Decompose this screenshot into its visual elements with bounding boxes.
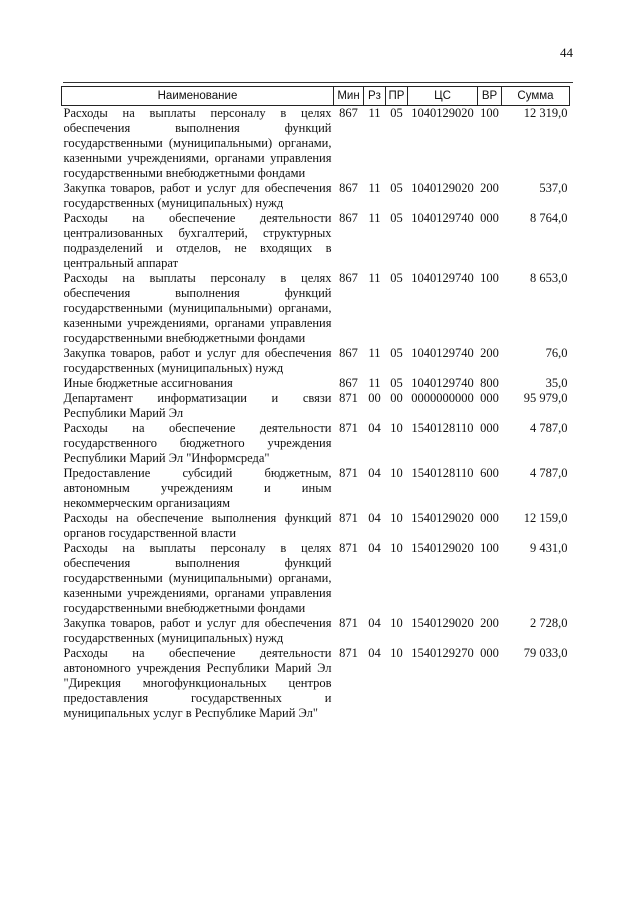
cell-name: Расходы на выплаты персоналу в целях обеспечения выполнения функций государственными (муниципальными) органами, казенными учреждениями, органами управления государственными внебюджетными фондами — [63, 271, 332, 345]
cell-rz: 04 — [368, 511, 381, 525]
cell-name: Расходы на обеспечение деятельности централизованных бухгалтерий, структурных подразделений и отделов, не входящих в центральный аппарат — [63, 211, 332, 270]
cell-vr: 200 — [480, 616, 499, 630]
cell-rz: 04 — [368, 616, 381, 630]
cell-vr: 100 — [480, 106, 499, 120]
cell-min: 867 — [339, 376, 358, 390]
cell-name: Предоставление субсидий бюджетным, автономным учреждениям и иным некоммерческим организациям — [63, 466, 332, 510]
cell-vr: 200 — [480, 181, 499, 195]
table-row — [62, 616, 570, 646]
cell-rz: 04 — [368, 646, 381, 660]
cell-min: 867 — [339, 106, 358, 120]
cell-sum: 4 787,0 — [530, 421, 568, 435]
table-row — [62, 376, 570, 391]
cell-rz: 04 — [368, 421, 381, 435]
cell-cs: 1540128110 — [411, 421, 474, 435]
cell-rz: 11 — [368, 181, 381, 195]
header-name: Наименование — [62, 87, 334, 106]
cell-sum: 8 764,0 — [530, 211, 568, 225]
cell-min: 871 — [339, 541, 358, 555]
cell-name: Закупка товаров, работ и услуг для обеспечения государственных (муниципальных) нужд — [63, 181, 332, 210]
cell-min: 867 — [339, 211, 358, 225]
cell-pr: 05 — [390, 346, 403, 360]
cell-pr: 10 — [390, 541, 403, 555]
top-rule — [63, 82, 573, 83]
table-row — [62, 211, 570, 271]
table-row — [62, 271, 570, 346]
cell-name: Расходы на обеспечение деятельности автономного учреждения Республики Марий Эл "Дирекция многофункциональных центров предоставления государственных и муниципальных услуг в Республике Марий Эл" — [63, 646, 332, 720]
table-row — [62, 541, 570, 616]
cell-cs: 1040129740 — [411, 346, 474, 360]
cell-pr: 00 — [390, 391, 403, 405]
cell-pr: 10 — [390, 421, 403, 435]
cell-cs: 1040129740 — [411, 211, 474, 225]
table-row — [62, 646, 570, 721]
cell-rz: 04 — [368, 466, 381, 480]
table-row — [62, 391, 570, 421]
cell-name: Расходы на выплаты персоналу в целях обеспечения выполнения функций государственными (муниципальными) органами, казенными учреждениями, органами управления государственными внебюджетными фондами — [63, 541, 332, 615]
cell-pr: 05 — [390, 271, 403, 285]
cell-cs: 1040129740 — [411, 376, 474, 390]
cell-cs: 1540128110 — [411, 466, 474, 480]
cell-pr: 05 — [390, 106, 403, 120]
table-body — [62, 106, 570, 722]
cell-name: Закупка товаров, работ и услуг для обеспечения государственных (муниципальных) нужд — [63, 346, 332, 375]
cell-sum: 79 033,0 — [523, 646, 568, 660]
page-number: 44 — [560, 45, 573, 60]
cell-rz: 11 — [368, 271, 381, 285]
header-cs: ЦС — [408, 87, 478, 106]
cell-sum: 95 979,0 — [523, 391, 568, 405]
cell-cs: 1540129020 — [411, 541, 474, 555]
header-min: Мин — [334, 87, 364, 106]
cell-pr: 10 — [390, 646, 403, 660]
cell-vr: 000 — [480, 646, 499, 660]
cell-vr: 000 — [480, 211, 499, 225]
cell-vr: 100 — [480, 271, 499, 285]
cell-vr: 200 — [480, 346, 499, 360]
cell-pr: 05 — [390, 376, 403, 390]
cell-min: 867 — [339, 271, 358, 285]
cell-min: 867 — [339, 346, 358, 360]
header-vr: ВР — [478, 87, 502, 106]
table-header — [62, 87, 570, 106]
cell-min: 871 — [339, 646, 358, 660]
cell-name: Расходы на обеспечение выполнения функций органов государственной власти — [63, 511, 332, 540]
cell-pr: 05 — [390, 181, 403, 195]
cell-min: 871 — [339, 466, 358, 480]
cell-vr: 800 — [480, 376, 499, 390]
cell-name: Департамент информатизации и связи Республики Марий Эл — [63, 391, 332, 420]
table-row — [62, 346, 570, 376]
table-row — [62, 466, 570, 511]
header-rz: Рз — [364, 87, 386, 106]
cell-min: 871 — [339, 391, 358, 405]
cell-sum: 12 159,0 — [523, 511, 568, 525]
cell-sum: 537,0 — [539, 181, 568, 195]
cell-sum: 12 319,0 — [523, 106, 568, 120]
cell-sum: 4 787,0 — [530, 466, 568, 480]
cell-rz: 11 — [368, 376, 381, 390]
cell-min: 871 — [339, 511, 358, 525]
cell-rz: 04 — [368, 541, 381, 555]
table-row — [62, 106, 570, 182]
cell-sum: 9 431,0 — [530, 541, 568, 555]
cell-min: 871 — [339, 616, 358, 630]
cell-sum: 2 728,0 — [530, 616, 568, 630]
budget-table — [61, 86, 570, 721]
cell-rz: 11 — [368, 211, 381, 225]
cell-vr: 100 — [480, 541, 499, 555]
cell-vr: 000 — [480, 511, 499, 525]
cell-rz: 00 — [368, 391, 381, 405]
table-row — [62, 181, 570, 211]
cell-cs: 1540129020 — [411, 616, 474, 630]
cell-name: Расходы на обеспечение деятельности государственного бюджетного учреждения Республики Марий Эл "Информсреда" — [63, 421, 332, 465]
cell-cs: 1540129270 — [411, 646, 474, 660]
cell-sum: 76,0 — [545, 346, 568, 360]
cell-name: Расходы на выплаты персоналу в целях обеспечения выполнения функций государственными (муниципальными) органами, казенными учреждениями, органами управления государственными внебюджетными фондами — [63, 106, 332, 180]
cell-name: Иные бюджетные ассигнования — [63, 376, 233, 390]
cell-min: 867 — [339, 181, 358, 195]
cell-pr: 10 — [390, 616, 403, 630]
cell-pr: 10 — [390, 511, 403, 525]
cell-vr: 000 — [480, 391, 499, 405]
cell-cs: 1540129020 — [411, 511, 474, 525]
header-sum: Сумма — [502, 87, 570, 106]
cell-cs: 1040129740 — [411, 271, 474, 285]
cell-pr: 05 — [390, 211, 403, 225]
cell-sum: 35,0 — [545, 376, 568, 390]
cell-vr: 000 — [480, 421, 499, 435]
cell-cs: 1040129020 — [411, 106, 474, 120]
cell-min: 871 — [339, 421, 358, 435]
cell-rz: 11 — [368, 106, 381, 120]
cell-rz: 11 — [368, 346, 381, 360]
table-row — [62, 511, 570, 541]
cell-sum: 8 653,0 — [530, 271, 568, 285]
table-row — [62, 421, 570, 466]
cell-cs: 1040129020 — [411, 181, 474, 195]
header-pr: ПР — [386, 87, 408, 106]
cell-pr: 10 — [390, 466, 403, 480]
cell-cs: 0000000000 — [411, 391, 474, 405]
cell-name: Закупка товаров, работ и услуг для обеспечения государственных (муниципальных) нужд — [63, 616, 332, 645]
cell-vr: 600 — [480, 466, 499, 480]
